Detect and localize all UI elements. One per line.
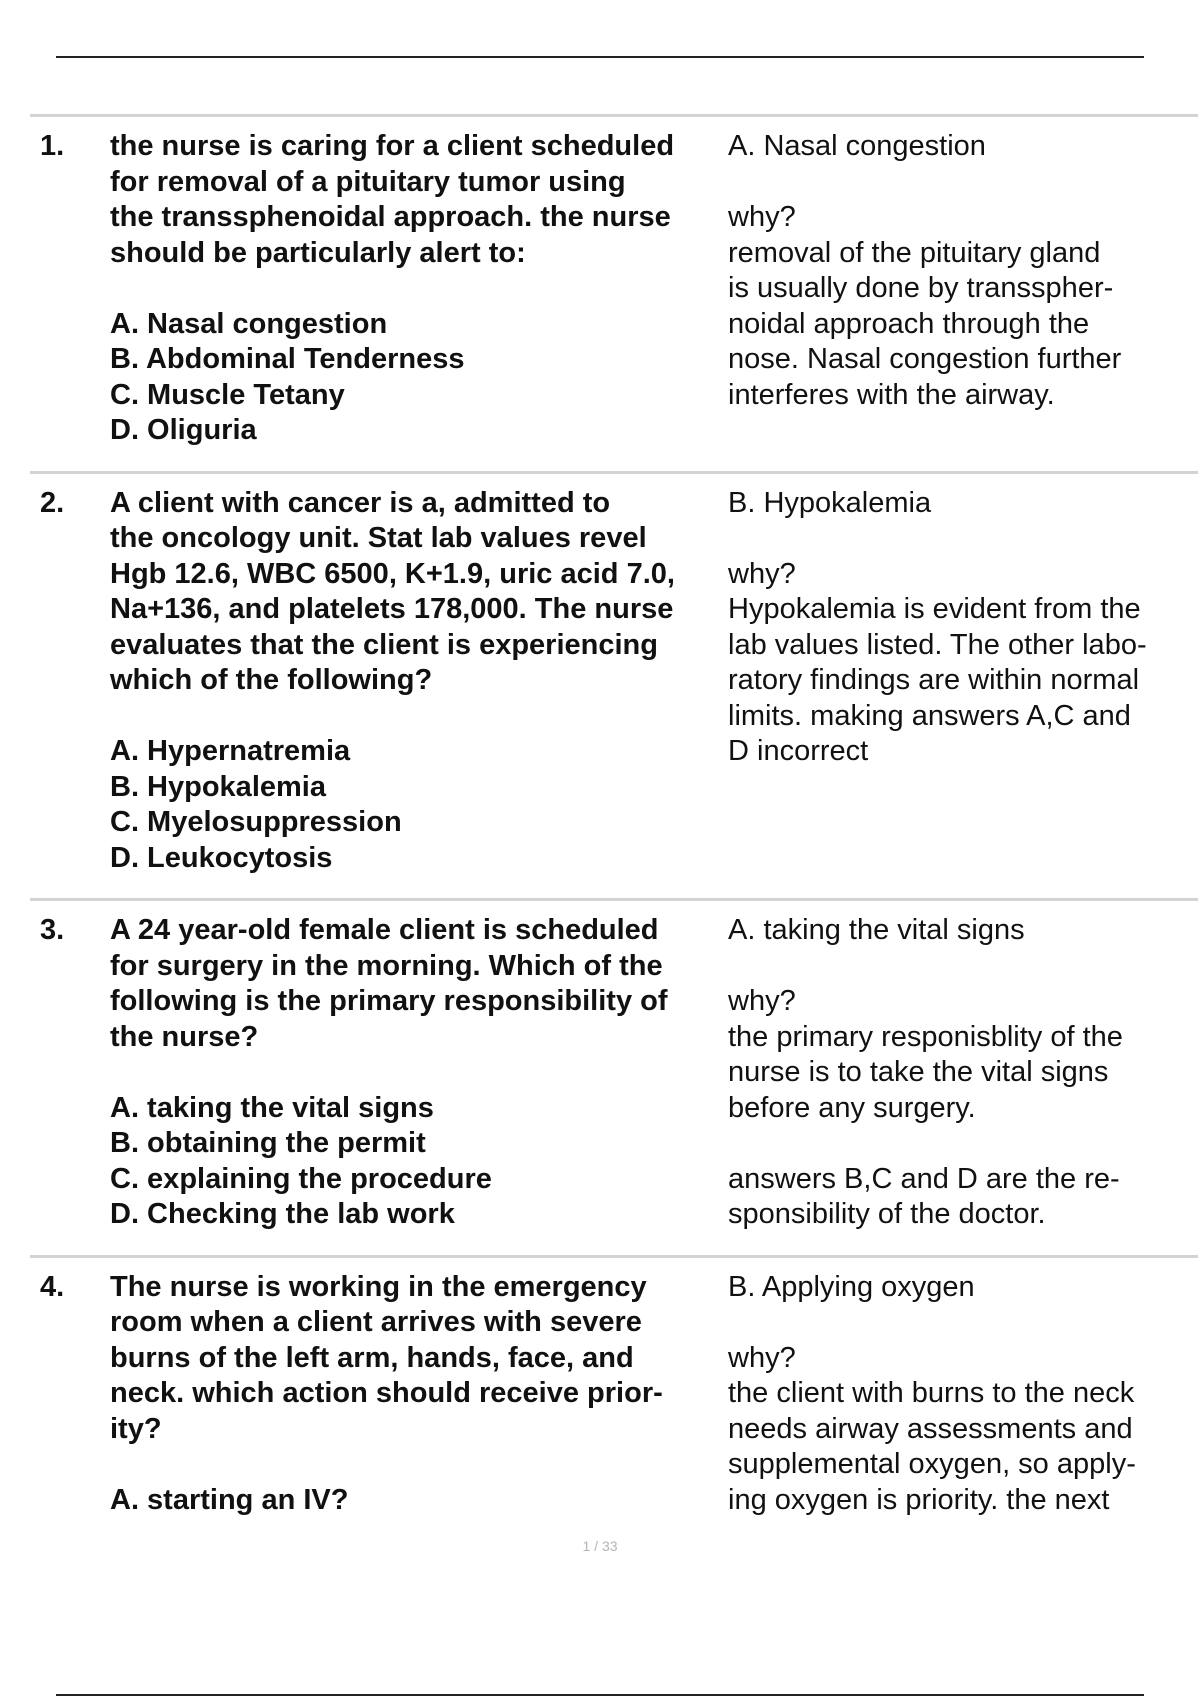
question-text: burns of the left arm, hands, face, and: [110, 1341, 634, 1374]
explanation-text: ratory findings are within normal: [728, 664, 1140, 696]
question-number: 1.: [40, 130, 65, 162]
explanation-text: nurse is to take the vital signs: [728, 1056, 1109, 1088]
option-a: A. starting an IV?: [110, 1483, 349, 1516]
question-text: the oncology unit. Stat lab values revel: [110, 522, 647, 554]
option-a: A. taking the vital signs: [110, 1091, 434, 1124]
question-number: 3.: [40, 914, 65, 946]
why-label: why?: [728, 985, 796, 1017]
question-text: following is the primary responsibility of: [110, 985, 668, 1017]
option-a: A. Nasal congestion: [110, 307, 388, 340]
correct-answer: B. Applying oxygen: [728, 1270, 975, 1303]
question-cell: [110, 1270, 728, 1519]
explanation-text: interferes with the airway.: [728, 378, 1055, 411]
question-text: Na+136, and platelets 178,000. The nurse: [110, 593, 674, 625]
explanation-text: the client with burns to the neck: [728, 1377, 1135, 1409]
explanation-text: ing oxygen is priority. the next: [728, 1483, 1110, 1516]
explanation-text: lab values listed. The other labo-: [728, 628, 1147, 661]
question-number: 2.: [40, 486, 65, 519]
explanation-text: Hypokalemia is evident from the: [728, 593, 1141, 625]
why-label: why?: [728, 201, 796, 233]
option-c: C. explaining the procedure: [110, 1162, 492, 1195]
question-text: A 24 year-old female client is scheduled: [110, 914, 659, 946]
answer-cell: [728, 913, 1198, 1233]
qa-row: [30, 471, 1198, 899]
option-c: C. Muscle Tetany: [110, 378, 345, 411]
explanation-text: noidal approach through the: [728, 307, 1090, 340]
explanation-text: before any surgery.: [728, 1091, 976, 1124]
question-text: for surgery in the morning. Which of the: [110, 949, 663, 982]
explanation-text: limits. making answers A,C and: [728, 699, 1131, 732]
question-text: neck. which action should receive prior-: [110, 1377, 663, 1409]
question-text: The nurse is working in the emergency: [110, 1270, 647, 1303]
explanation-text: D incorrect: [728, 735, 869, 767]
answer-cell: [728, 1270, 1198, 1519]
qa-table: [30, 114, 1198, 1540]
explanation-text: needs airway assessments and: [728, 1412, 1133, 1445]
option-b: B. obtaining the permit: [110, 1127, 426, 1159]
explanation-text: nose. Nasal congestion further: [728, 343, 1122, 375]
correct-answer: A. taking the vital signs: [728, 914, 1025, 946]
why-label: why?: [728, 1341, 796, 1374]
question-text: Hgb 12.6, WBC 6500, K+1.9, uric acid 7.0,: [110, 557, 675, 590]
explanation-text: supplemental oxygen, so apply-: [728, 1448, 1136, 1480]
explanation-text: answers B,C and D are the re-: [728, 1162, 1120, 1195]
why-label: why?: [728, 557, 796, 590]
qa-row: [30, 114, 1198, 471]
option-b: B. Hypokalemia: [110, 770, 326, 803]
explanation-text: sponsibility of the doctor.: [728, 1198, 1046, 1230]
question-text: which of the following?: [110, 664, 433, 696]
option-b: B. Abdominal Tenderness: [110, 343, 465, 375]
question-cell: [110, 486, 728, 877]
answer-cell: [728, 129, 1198, 449]
option-a: A. Hypernatremia: [110, 735, 351, 767]
explanation-text: removal of the pituitary gland: [728, 236, 1101, 269]
bottom-rule: [56, 1694, 1144, 1696]
option-d: D. Oliguria: [110, 414, 257, 446]
option-d: D. Checking the lab work: [110, 1198, 455, 1230]
correct-answer: A. Nasal congestion: [728, 130, 986, 162]
question-text: the transsphenoidal approach. the nurse: [110, 201, 671, 233]
question-text: the nurse?: [110, 1020, 259, 1053]
question-text: A client with cancer is a, admitted to: [110, 486, 611, 519]
page-number: 1 / 33: [582, 1538, 618, 1554]
question-cell: [110, 913, 728, 1233]
question-text: room when a client arrives with severe: [110, 1306, 642, 1338]
question-number: 4.: [40, 1270, 65, 1303]
answer-cell: [728, 486, 1198, 877]
question-text: ity?: [110, 1412, 162, 1445]
question-text: the nurse is caring for a client scheduled: [110, 130, 675, 162]
top-rule: [56, 56, 1144, 58]
question-text: for removal of a pituitary tumor using: [110, 165, 626, 198]
option-d: D. Leukocytosis: [110, 841, 333, 874]
qa-row: [30, 1255, 1198, 1541]
question-text: should be particularly alert to:: [110, 236, 526, 269]
question-cell: [110, 129, 728, 449]
question-text: evaluates that the client is experiencing: [110, 628, 658, 661]
option-c: C. Myelosuppression: [110, 806, 402, 838]
explanation-text: the primary responisblity of the: [728, 1020, 1123, 1053]
correct-answer: B. Hypokalemia: [728, 486, 932, 519]
qa-row: [30, 898, 1198, 1255]
explanation-text: is usually done by transspher-: [728, 272, 1114, 304]
